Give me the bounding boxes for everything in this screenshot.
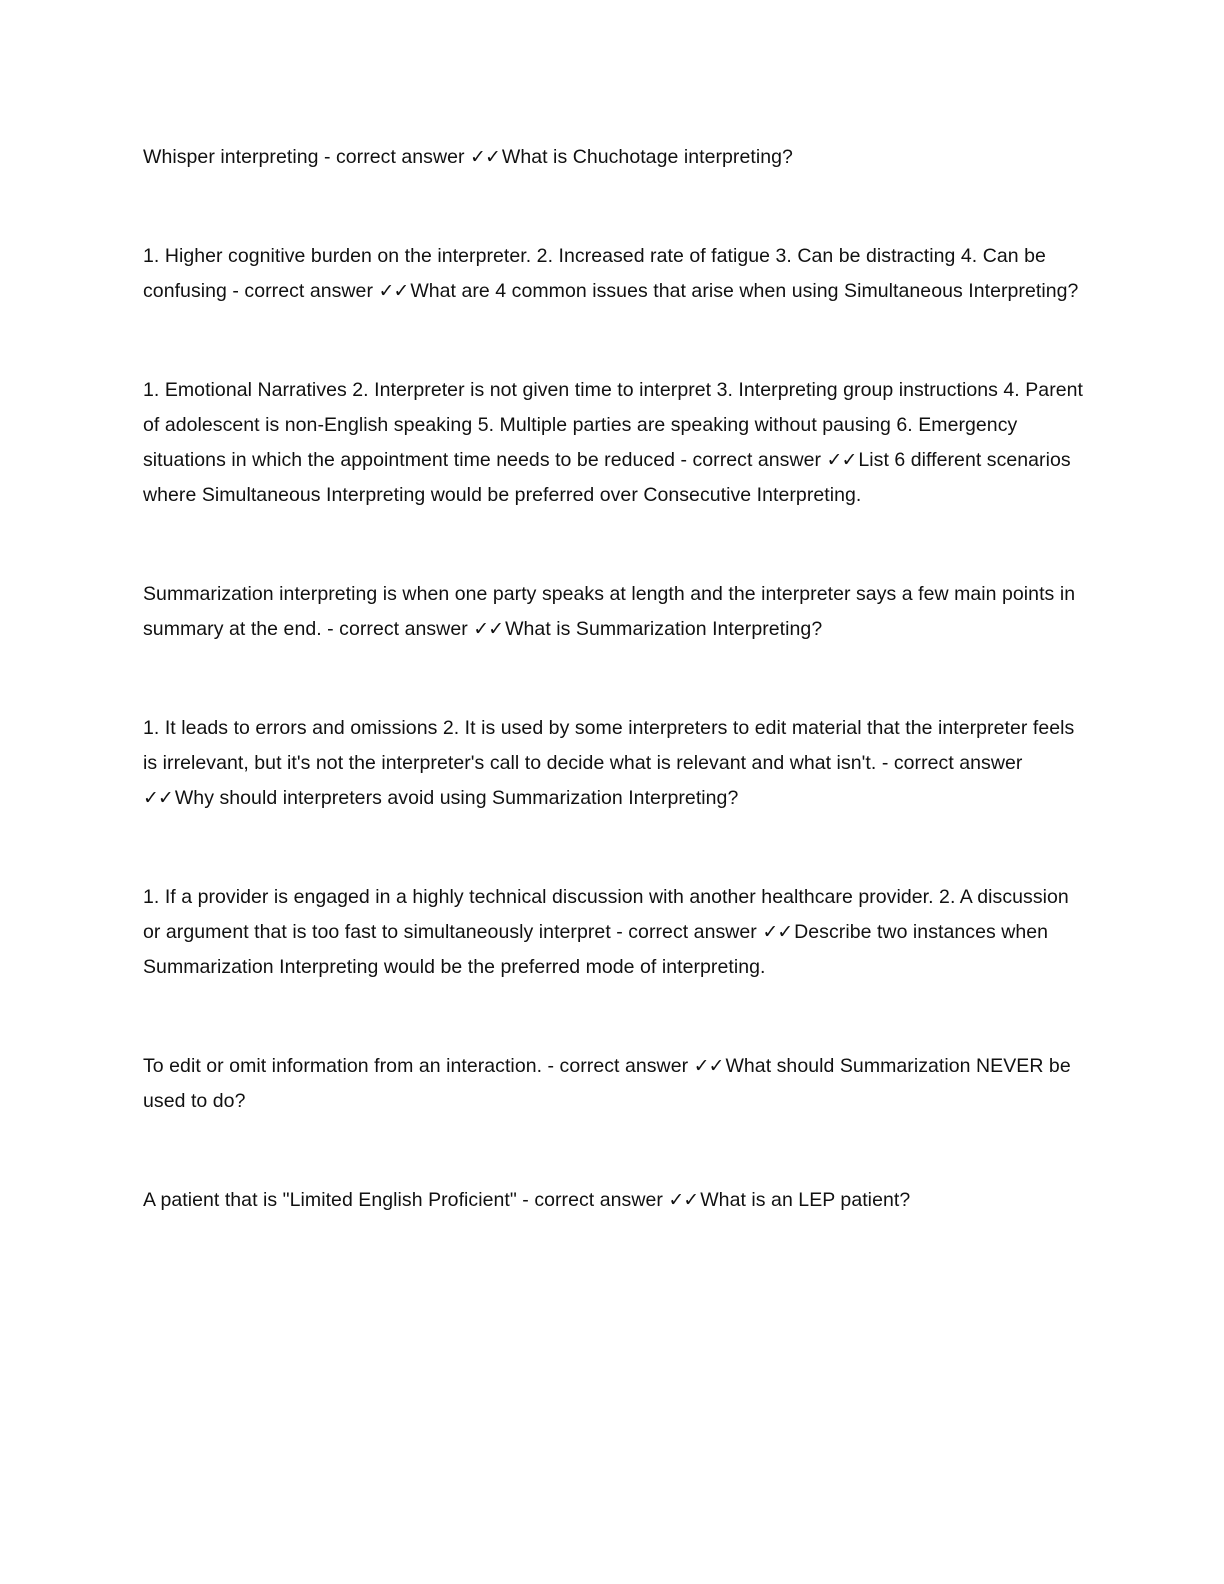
double-check-icon: ✓✓ <box>762 921 793 943</box>
question-text: What is an LEP patient? <box>700 1189 911 1211</box>
answer-separator: - correct answer <box>516 1189 669 1211</box>
qa-entry <box>143 577 1083 647</box>
answer-text: 1. If a provider is engaged in a highly technical discussion with another healthcare provider. 2. A discussion or argument that is too fast to simultaneously interpret <box>143 886 1069 943</box>
answer-separator: - correct answer <box>675 449 827 471</box>
answer-text: 1. Emotional Narratives 2. Interpreter is not given time to interpret 3. Interpreting group instructions 4. Parent of adolescent is non-English speaking 5. Multiple parties are speaking without pausing 6. Emergency situations in which the appointment time needs to be reduced <box>143 379 1083 471</box>
answer-separator: - correct answer <box>876 752 1023 774</box>
question-text: What should Summarization NEVER be used to do? <box>143 1055 1071 1112</box>
answer-separator: - correct answer <box>321 618 474 640</box>
qa-entry <box>143 1049 1083 1119</box>
answer-text: To edit or omit information from an interaction. <box>143 1055 543 1077</box>
answer-text: Summarization interpreting is when one party speaks at length and the interpreter says a few main points in summary at the end. <box>143 583 1076 640</box>
answer-text: Whisper interpreting <box>143 146 319 168</box>
qa-entry <box>143 140 1083 175</box>
question-text: Describe two instances when Summarization Interpreting would be the preferred mode of interpreting. <box>143 921 1049 978</box>
double-check-icon: ✓✓ <box>378 280 409 302</box>
question-text: What is Chuchotage interpreting? <box>501 146 793 168</box>
qa-entry <box>143 373 1083 513</box>
answer-separator: - correct answer <box>226 280 379 302</box>
document-page <box>143 140 1083 1282</box>
question-text: What are 4 common issues that arise when using Simultaneous Interpreting? <box>410 280 1079 302</box>
double-check-icon: ✓✓ <box>473 618 504 640</box>
double-check-icon: ✓✓ <box>668 1189 699 1211</box>
answer-separator: - correct answer <box>318 146 471 168</box>
double-check-icon: ✓✓ <box>143 787 173 809</box>
answer-text: 1. Higher cognitive burden on the interpreter. 2. Increased rate of fatigue 3. Can be distracting 4. Can be confusing <box>143 245 1046 302</box>
qa-entry <box>143 1183 1083 1218</box>
double-check-icon: ✓✓ <box>470 146 500 168</box>
qa-entry <box>143 880 1083 985</box>
answer-text: A patient that is "Limited English Proficient" <box>143 1189 517 1211</box>
qa-entry <box>143 239 1083 309</box>
qa-entry <box>143 711 1083 816</box>
double-check-icon: ✓✓ <box>826 449 857 471</box>
answer-text: 1. It leads to errors and omissions 2. It is used by some interpreters to edit material that the interpreter feels is irrelevant, but it's not the interpreter's call to decide what is relevant and what isn't. <box>143 717 1075 774</box>
answer-separator: - correct answer <box>542 1055 694 1077</box>
double-check-icon: ✓✓ <box>693 1055 724 1077</box>
answer-separator: - correct answer <box>610 921 763 943</box>
question-text: Why should interpreters avoid using Summarization Interpreting? <box>174 787 739 809</box>
question-text: What is Summarization Interpreting? <box>505 618 823 640</box>
question-text: List 6 different scenarios where Simultaneous Interpreting would be preferred over Consecutive Interpreting. <box>143 449 1071 506</box>
